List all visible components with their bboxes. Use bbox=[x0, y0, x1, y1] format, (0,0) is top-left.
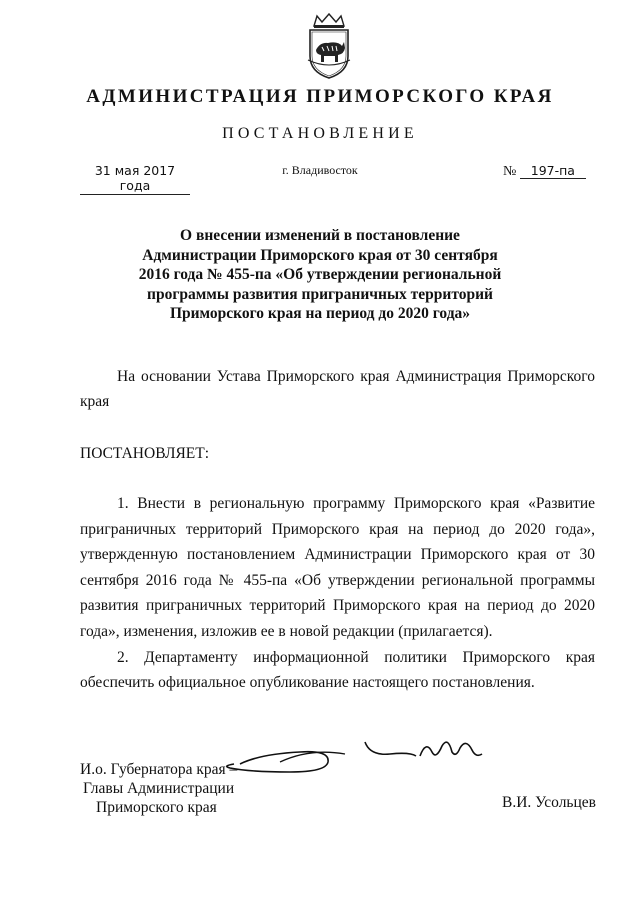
document-number: 197-па bbox=[520, 163, 586, 179]
title-line: Приморского края на период до 2020 года» bbox=[169, 305, 471, 322]
decree-heading: ПОСТАНОВЛЯЕТ: bbox=[80, 445, 210, 462]
document-type: ПОСТАНОВЛЕНИЕ bbox=[222, 125, 418, 142]
title-line: Администрации Приморского края от 30 сентября bbox=[142, 246, 498, 264]
document-title bbox=[100, 226, 540, 324]
handwritten-signature-icon bbox=[220, 728, 500, 788]
position-line: Приморского края bbox=[96, 799, 217, 816]
title-line: 2016 года № 455-па «Об утверждении региональной bbox=[138, 266, 502, 283]
signatory-position bbox=[80, 760, 237, 817]
document-number-field bbox=[503, 163, 586, 180]
document-date: 31 мая 2017 года bbox=[80, 163, 190, 195]
document-city: г. Владивосток bbox=[282, 163, 358, 177]
organization-name: АДМИНИСТРАЦИЯ ПРИМОРСКОГО КРАЯ bbox=[86, 86, 554, 107]
position-line: И.о. Губернатора края – bbox=[80, 761, 238, 778]
decree-items bbox=[80, 491, 595, 696]
position-line: Главы Администрации bbox=[83, 780, 235, 797]
decree-item: 1. Внести в региональную программу Приморского края «Развитие приграничных территорий Приморского края на период до 2020 года», утвержденную постановлением Администрации Приморского края от 30 сентября 2016 года № 455-па «Об утверждении региональной программы развития приграничных территорий Приморского края на период до 2020 года», изменения, изложив ее в новой редакции (прилагается). bbox=[80, 495, 595, 640]
title-line: О внесении изменений в постановление bbox=[180, 227, 460, 244]
preamble-paragraph: На основании Устава Приморского края Администрация Приморского края bbox=[80, 368, 595, 410]
decree-item: 2. Департаменту информационной политики Приморского края обеспечить официальное опубликование настоящего постановления. bbox=[80, 648, 595, 692]
title-line: программы развития приграничных территорий bbox=[147, 285, 493, 303]
coat-of-arms-icon bbox=[298, 12, 360, 80]
number-sign: № bbox=[503, 164, 517, 179]
signatory-name: В.И. Усольцев bbox=[502, 794, 596, 811]
